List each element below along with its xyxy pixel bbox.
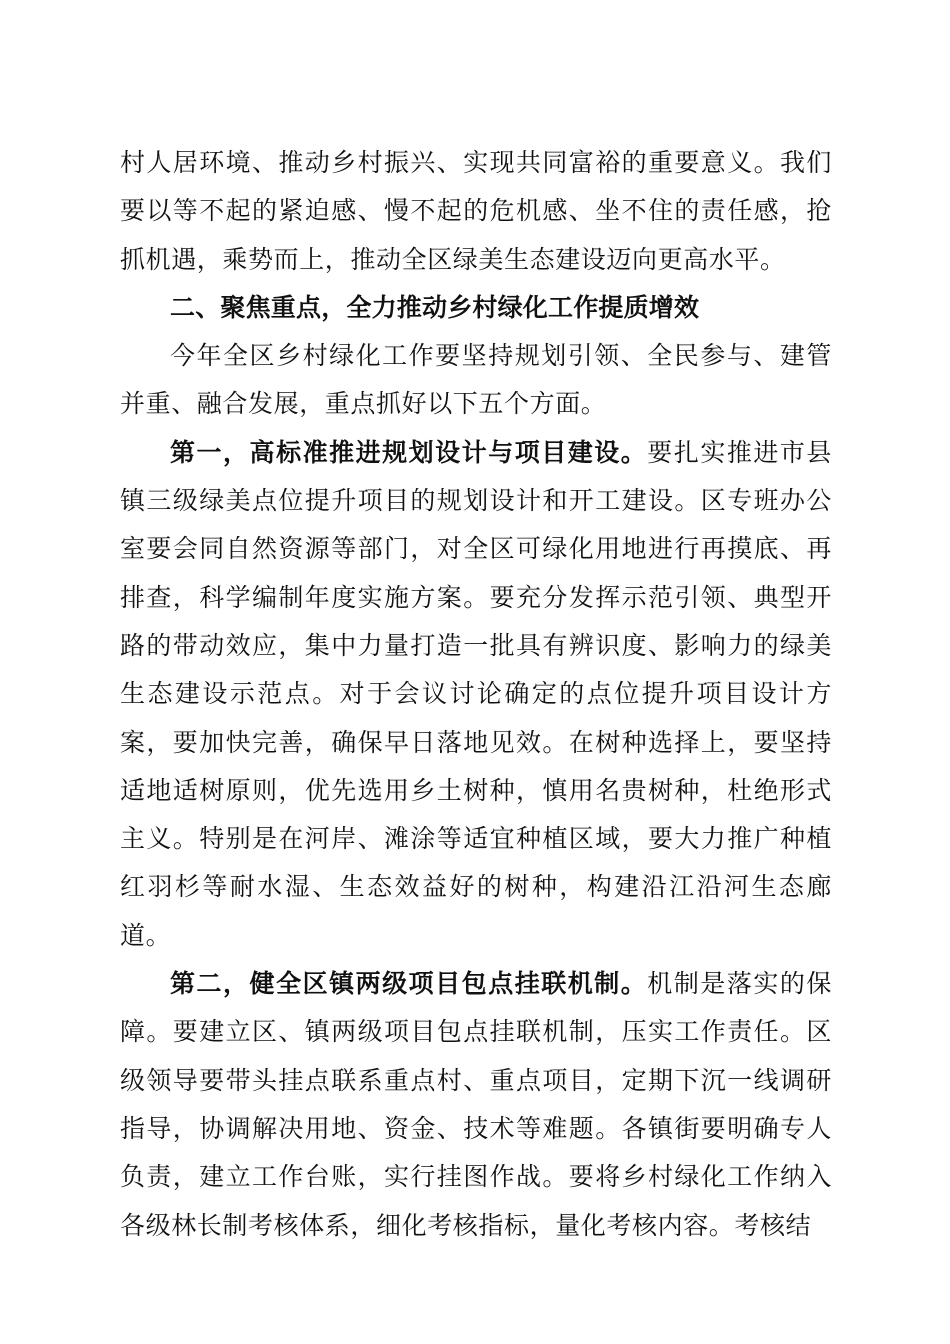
item-2-body: 机制是落实的保障。要建立区、镇两级项目包点挂联机制，压实工作责任。区级领导要带头挂点联系重点村、重点项目，定期下沉一线调研指导，协调解决用地、资金、技术等难题。各镇街要明确专人负责，建立工作台账，实行挂图作战。要将乡村绿化工作纳入各级林长制考核体系，细化考核指标，量化考核内容。考核结 bbox=[120, 969, 832, 1240]
paragraph-item-1 bbox=[120, 429, 832, 960]
paragraph-item-2 bbox=[120, 960, 832, 1250]
document-page bbox=[120, 139, 832, 1250]
paragraph-intro: 今年全区乡村绿化工作要坚持规划引领、全民参与、建管并重、融合发展，重点抓好以下五个方面。 bbox=[120, 341, 832, 419]
section-heading: 二、聚焦重点，全力推动乡村绿化工作提质增效 bbox=[170, 292, 700, 322]
item-2-lead: 第二，健全区镇两级项目包点挂联机制。 bbox=[170, 969, 648, 999]
item-1-lead: 第一，高标准推进规划设计与项目建设。 bbox=[170, 437, 648, 467]
item-1-body: 要扎实推进市县镇三级绿美点位提升项目的规划设计和开工建设。区专班办公室要会同自然资源等部门，对全区可绿化用地进行再摸底、再排查，科学编制年度实施方案。要充分发挥示范引领、典型开路的带动效应，集中力量打造一批具有辨识度、影响力的绿美生态建设示范点。对于会议讨论确定的点位提升项目设计方案，要加快完善，确保早日落地见效。在树种选择上，要坚持适地适树原则，优先选用乡土树种，慎用名贵树种，杜绝形式主义。特别是在河岸、滩涂等适宜种植区域，要大力推广种植红羽杉等耐水湿、生态效益好的树种，构建沿江沿河生态廊道。 bbox=[120, 437, 832, 950]
paragraph-continuation: 村人居环境、推动乡村振兴、实现共同富裕的重要意义。我们要以等不起的紧迫感、慢不起的危机感、坐不住的责任感，抢抓机遇，乘势而上，推动全区绿美生态建设迈向更高水平。 bbox=[120, 148, 832, 274]
